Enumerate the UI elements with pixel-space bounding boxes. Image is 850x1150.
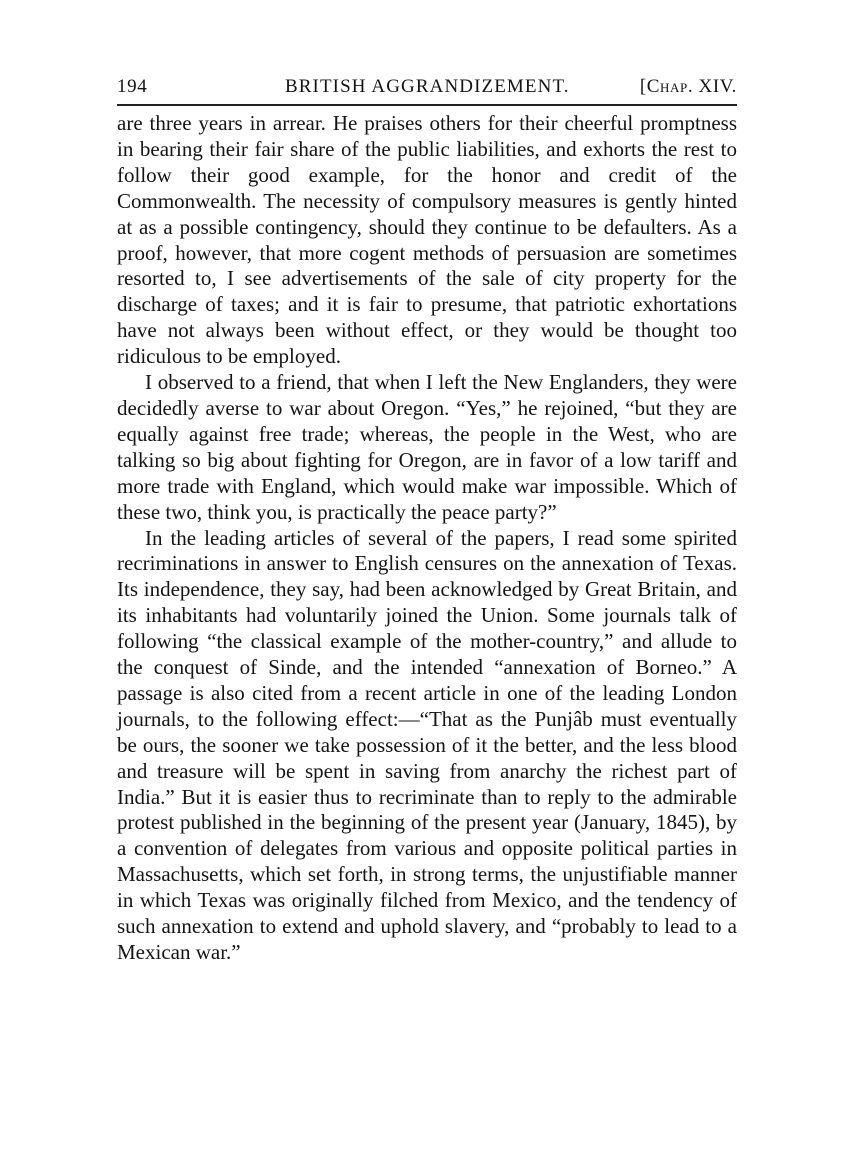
paragraph-oregon: I observed to a friend, that when I left the New Englanders, they were decidedly averse to war about Oregon. “Yes,” he rejoined, “but they are equally against free trade; whereas, the people in the West, who are talking so big about fighting for Oregon, are in favor of a low tariff and more trade with England, which would make war impossible. Which of these two, think you, is practically the peace party?”: [117, 370, 737, 524]
running-title: BRITISH AGGRANDIZEMENT.: [285, 76, 570, 97]
paragraph-continuation: are three years in arrear. He praises others for their cheerful promptness in bearing their fair share of the public liabilities, and exhorts the rest to follow their good example, for the honor and credit of the Commonwealth. The necessity of compulsory measures is gently hinted at as a possible contingency, should they continue to be defaulters. As a proof, however, that more cogent methods of persuasion are sometimes resorted to, I see advertisements of the sale of city property for the discharge of taxes; and it is fair to presume, that patriotic exhortations have not always been without effect, or they would be thought too ridiculous to be employed.: [117, 111, 737, 369]
chapter-reference: [Chap. XIV.: [639, 76, 737, 97]
header-rule: [117, 104, 737, 106]
body-text: [117, 111, 737, 966]
running-head: [117, 76, 737, 102]
paragraph-texas: In the leading articles of several of the papers, I read some spirited recriminations in answer to English censures on the annexation of Texas. Its independence, they say, had been acknowledged by Great Britain, and its inhabitants had voluntarily joined the Union. Some journals talk of following “the classical example of the mother-country,” and allude to the conquest of Sinde, and the intended “annexation of Borneo.” A passage is also cited from a recent article in one of the leading London journals, to the following effect:—“That as the Punjâb must eventually be ours, the sooner we take possession of it the better, and the less blood and treasure will be spent in saving from anarchy the richest part of India.” But it is easier thus to recriminate than to reply to the admirable protest published in the beginning of the present year (January, 1845), by a convention of delegates from various and opposite political parties in Massachusetts, which set forth, in strong terms, the unjustifiable manner in which Texas was originally filched from Mexico, and the tendency of such annexation to extend and uphold slavery, and “probably to lead to a Mexican war.”: [117, 525, 737, 964]
page-number: 194: [117, 76, 148, 97]
